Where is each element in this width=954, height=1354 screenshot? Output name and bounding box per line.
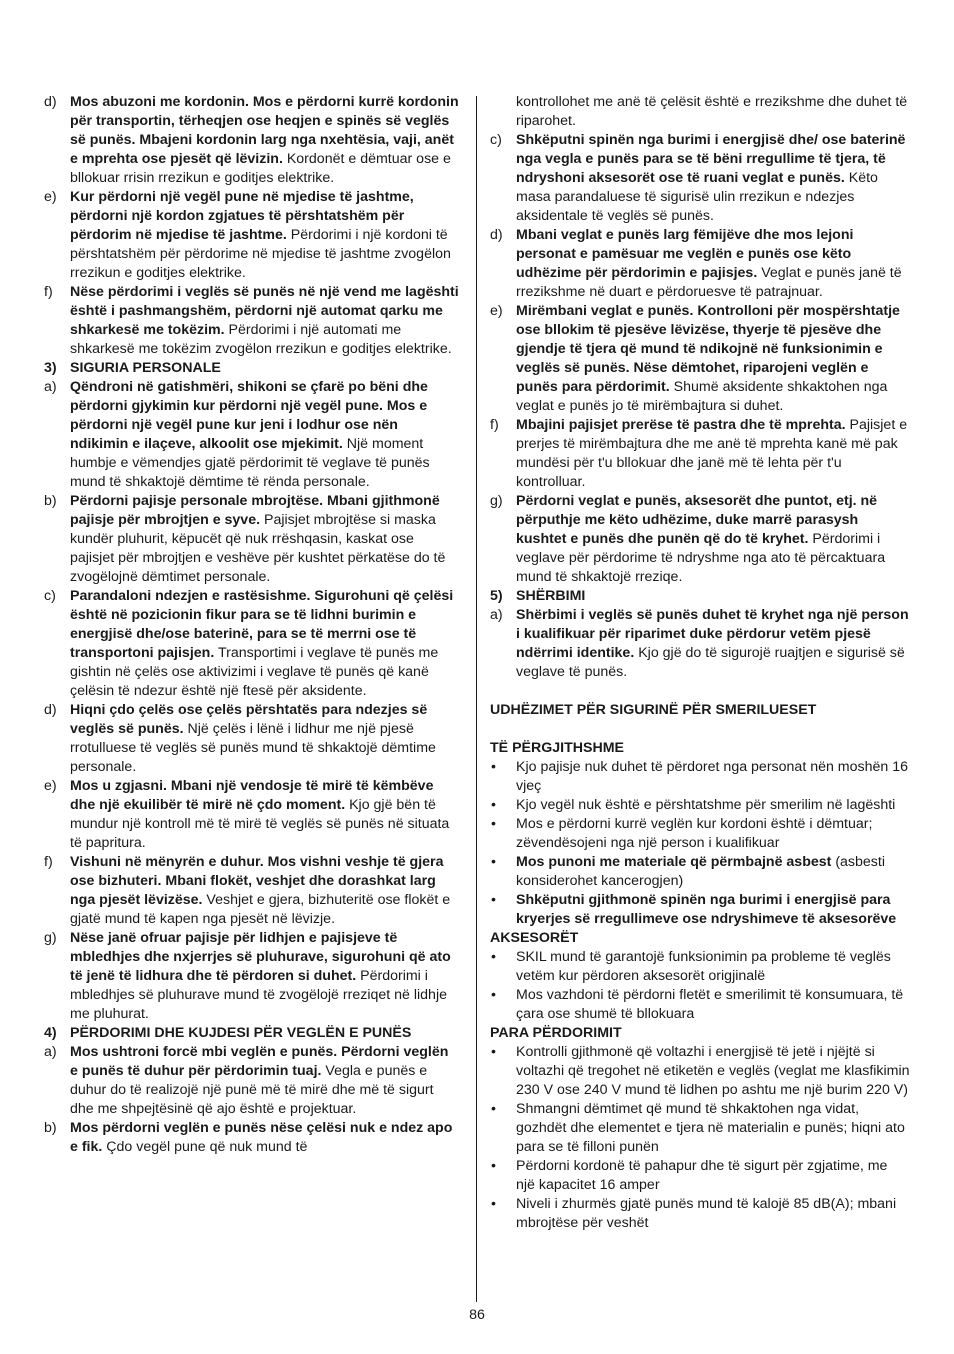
left-column: [44, 93, 460, 1157]
bullet-item: • Përdorni kordonë të pahapur dhe të sigurt për zgjatime, me një kapacitet 16 amper: [491, 1158, 888, 1193]
section-heading-personal-safety: 3) SIGURIA PERSONALE: [44, 360, 221, 376]
list-item: f) Vishuni në mënyrën e duhur. Mos vishni veshje të gjera ose bizhuteri. Mbani flokët, veshjet dhe dorashkat larg nga pjesët lëvizëse. Veshjet e gjera, bizhuteritë ose flokët e gjatë mund të kapen nga pjesët në lëvizje.: [44, 854, 451, 927]
list-item: c) Parandaloni ndezjen e rastësishme. Sigurohuni që çelësi është në pozicionin fikur para se të lidhni burimin e energjisë dhe/ose baterinë, para se të merrni ose të transportoni pajisjen. Transportimi i veglave të punës me gishtin në çelës ose aktivizimi i veglave të punës që kanë çelësin të ndezur është një ftesë për aksidente.: [44, 588, 454, 699]
bullet-item: • Mos vazhdoni të përdorni fletët e smerilimit të konsumuara, të çara ose shumë të bllokuara: [491, 987, 904, 1022]
list-item: e) Mos u zgjasni. Mbani një vendosje të mirë të këmbëve dhe një ekuilibër të mirë në çdo moment. Kjo gjë bën të mundur një kontroll më të mirë të veglës së punës në situata të papritura.: [44, 778, 450, 851]
heading-general: TË PËRGJITHSHME: [490, 740, 625, 756]
page-number: 86: [469, 1307, 485, 1323]
list-item: d) Hiqni çdo çelës ose çelës përshtatës para ndezjes së veglës së punës. Një çelës i lënë i lidhur me një pjesë rrotulluese të veglës së punës mund të shkaktojë dëmtime personale.: [44, 702, 436, 775]
list-item: d) Mos abuzoni me kordonin. Mos e përdorni kurrë kordonin për transportin, tërheqjen ose heqjen e spinës së veglës së punës. Mbajeni kordonin larg nga nxehtësia, vaji, anët e mprehta ose pjesët që lëvizin. Kordonët e dëmtuar ose e bllokuar rrisin rrezikun e goditjes elektrike.: [44, 94, 459, 186]
list-item: a) Qëndroni në gatishmëri, shikoni se çfarë po bëni dhe përdorni gjykimin kur përdorni një vegël pune. Mos e përdorni një vegël pune kur jeni i lodhur ose nën ndikimin e ilaçeve, alkoolit ose mjekimit. Një moment humbje e vëmendjes gjatë përdorimit të veglave të punës mund të shkaktojë dëmtime të rënda personale.: [44, 379, 430, 490]
bullet-item: • SKIL mund të garantojë funksionimin pa probleme të veglës vetëm kur përdoren aksesorët origjinalë: [491, 949, 891, 984]
list-item: a) Shërbimi i veglës së punës duhet të kryhet nga një person i kualifikuar për riparimet duke përdorur vetëm pjesë ndërrimi identike. Kjo gjë do të sigurojë ruajtjen e sigurisë së veglave të punës.: [490, 607, 909, 680]
bullet-item: • Mos punoni me materiale që përmbajnë asbest (asbesti konsiderohet kancerogjen): [491, 854, 885, 889]
section-heading-tool-use-care: 4) PËRDORIMI DHE KUJDESI PËR VEGLËN E PUNËS: [44, 1025, 412, 1041]
list-item: f) Nëse përdorimi i veglës së punës në një vend me lagështi është i pashmangshëm, përdorni një automat qarku me shkarkesë me tokëzim. Përdorimi i një automati me shkarkesë me tokëzim zvogëlon rrezikun e goditjes elektrike.: [44, 284, 459, 357]
list-item-continuation: kontrollohet me anë të çelësit është e rrezikshme dhe duhet të riparohet.: [516, 94, 908, 129]
column-divider: [476, 96, 477, 1302]
list-item: a) Mos ushtroni forcë mbi veglën e punës. Përdorni veglën e punës të duhur për përdorimin tuaj. Vegla e punës e duhur do të realizojë një punë më të mirë dhe më të sigurt dhe me shpejtësinë që ajo është e projektuar.: [44, 1044, 449, 1117]
list-item: d) Mbani veglat e punës larg fëmijëve dhe mos lejoni personat e pamësuar me veglën e punës ose këto udhëzime për përdorimin e pajisjes. Veglat e punës janë të rrezikshme në duart e përdoruesve të patrajnuar.: [490, 227, 902, 300]
bullet-item: • Mos e përdorni kurrë veglën kur kordoni është i dëmtuar; zëvendësojeni nga një person i kualifikuar: [491, 816, 873, 851]
bullet-item: • Kjo pajisje nuk duhet të përdoret nga personat nën moshën 16 vjeç: [491, 759, 909, 794]
bullet-item: • Niveli i zhurmës gjatë punës mund të kalojë 85 dB(A); mbani mbrojtëse për veshët: [491, 1196, 897, 1231]
list-item: f) Mbajini pajisjet prerëse të pastra dhe të mprehta. Pajisjet e prerjes të mirëmbajtura dhe me anë të mprehta kanë më pak mundësi për t'u bllokuar dhe janë më të lehta për t'u kontrolluar.: [490, 417, 908, 490]
bullet-item: • Shmangni dëmtimet që mund të shkaktohen nga vidat, gozhdët dhe elementet e tjera në materialin e punës; hiqni ato para se të filloni punën: [491, 1101, 905, 1155]
list-item: c) Shkëputni spinën nga burimi i energjisë dhe/ ose baterinë nga vegla e punës para se të bëni rregullime të tjera, të ndryshoni aksesorët ose të ruani veglat e punës. Këto masa parandaluese të sigurisë ulin rrezikun e ndezjes aksidentale të veglës së punës.: [490, 132, 906, 224]
list-item: g) Nëse janë ofruar pajisje për lidhjen e pajisjeve të mbledhjes dhe nxjerrjes së pluhurave, sigurohuni që ato të jenë të lidhura dhe të përdoren si duhet. Përdorimi i mbledhjes së pluhurave mund të zvogëlojë rreziqet në lidhje me pluhurat.: [44, 930, 451, 1022]
list-item: b) Përdorni pajisje personale mbrojtëse. Mbani gjithmonë pajisje për mbrojtjen e syve. Pajisjet mbrojtëse si maska kundër pluhurit, këpucët që nuk rrëshqasin, kaskat ose pajisjet për mbrojtjen e veshëve për kushtet përkatëse do të zvogëlojnë dëmtimet personale.: [44, 493, 446, 585]
heading-accessories: AKSESORËT: [490, 930, 579, 946]
section-heading-service: 5) SHËRBIMI: [490, 588, 586, 604]
list-item: e) Kur përdorni një vegël pune në mjedise të jashtme, përdorni një kordon zgjatues të përshtatshëm për përdorim në mjedise të jashtme. Përdorimi i një kordoni të përshtatshëm për përdorime në mjedise të jashtme zvogëlon rrezikun e goditjes elektrike.: [44, 189, 451, 281]
list-item: e) Mirëmbani veglat e punës. Kontrolloni për mospërshtatje ose bllokim të pjesëve lëvizëse, thyerje të pjesëve dhe gjendje të tjera që mund të ndikojnë në funksionimin e veglës së punës. Nëse dëmtohet, riparojeni veglën e punës para përdorimit. Shumë aksidente shkaktohen nga veglat e punës jo të mirëmbajtura si duhet.: [490, 303, 900, 414]
bullet-item: • Kjo vegël nuk është e përshtatshme për smerilim në lagështi: [491, 797, 896, 813]
main-heading-sander-safety: UDHËZIMET PËR SIGURINË PËR SMERILUESET: [490, 702, 817, 718]
list-item: g) Përdorni veglat e punës, aksesorët dhe puntot, etj. në përputhje me këto udhëzime, duke marrë parasysh kushtet e punës dhe punën që do të kryhet. Përdorimi i veglave për përdorime të ndryshme nga ato të përcaktuara mund të shkaktojë rreziqe.: [490, 493, 886, 585]
heading-before-use: PARA PËRDORIMIT: [490, 1025, 622, 1041]
list-item: b) Mos përdorni veglën e punës nëse çelësi nuk e ndez apo e fik. Çdo vegël pune që nuk mund të: [44, 1120, 453, 1155]
right-column: [490, 93, 910, 1233]
bullet-item: • Shkëputni gjithmonë spinën nga burimi i energjisë para kryerjes së rregullimeve ose ndryshimeve të aksesorëve: [491, 892, 897, 927]
bullet-item: • Kontrolli gjithmonë që voltazhi i energjisë të jetë i njëjtë si voltazhi që tregohet në etiketën e veglës (veglat me klasfikimin 230 V ose 240 V mund të lidhen po ashtu me një burim 220 V): [491, 1044, 910, 1098]
